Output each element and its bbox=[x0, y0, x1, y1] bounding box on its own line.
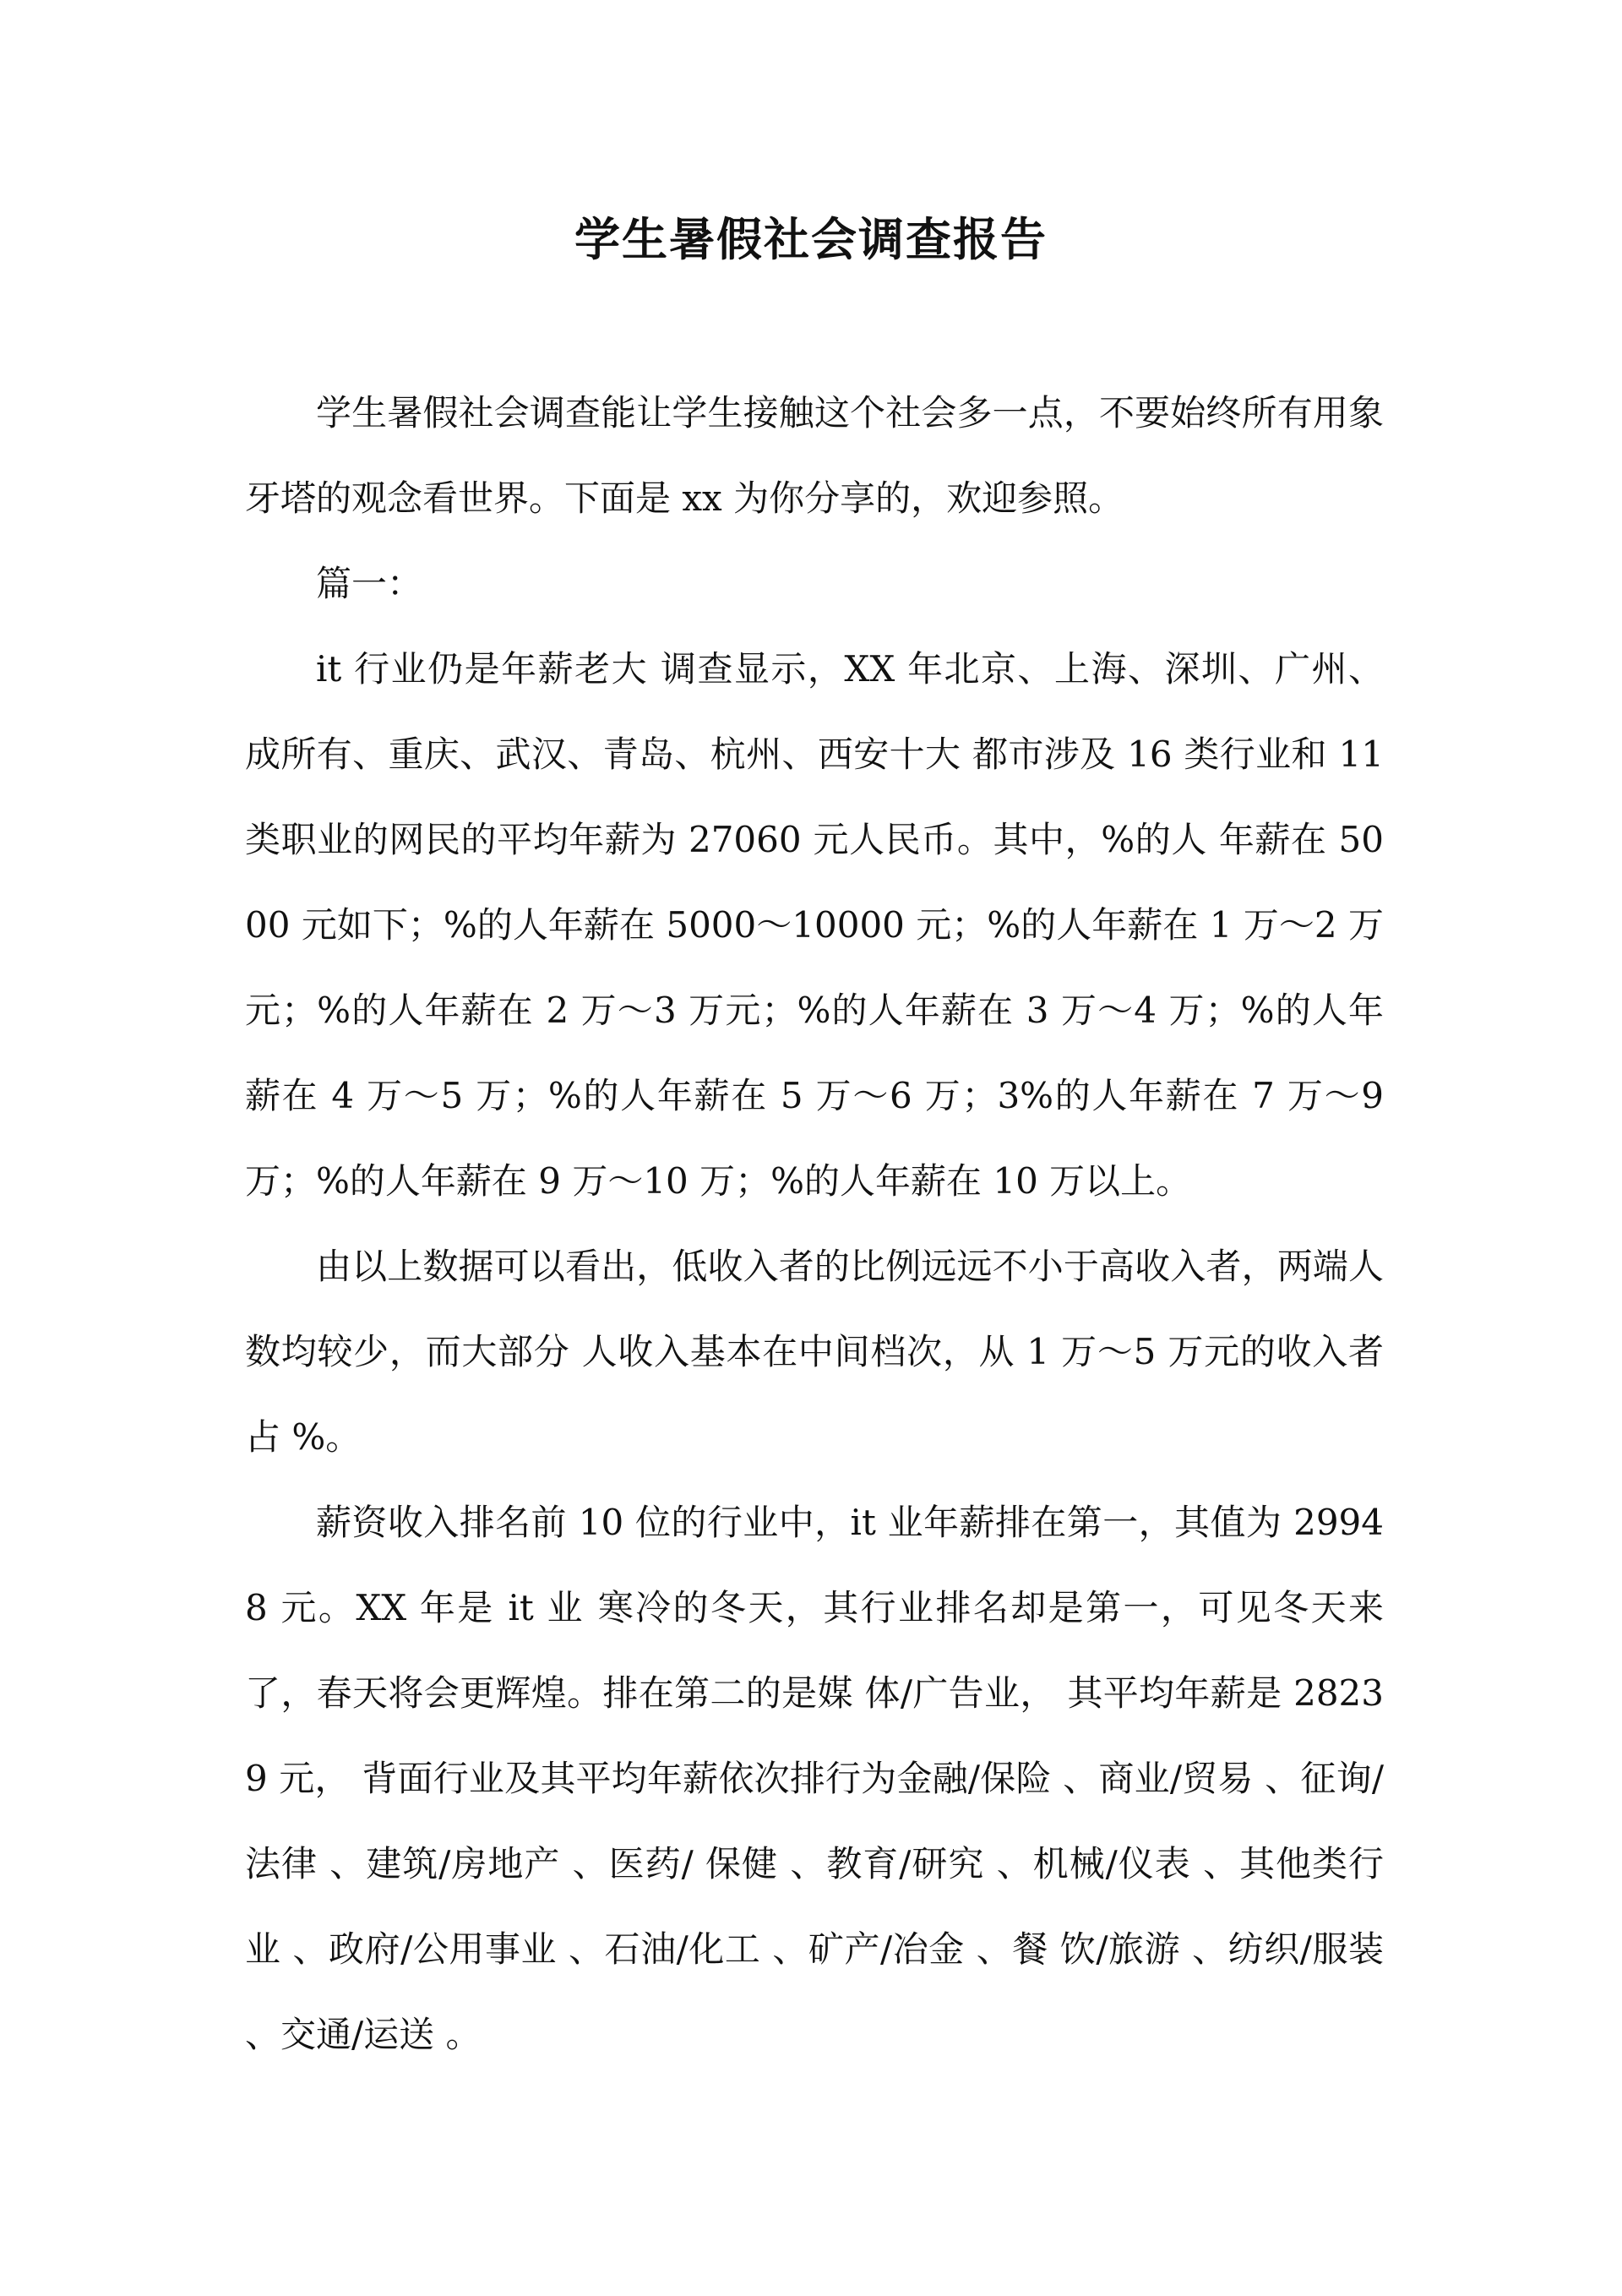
paragraph-intro: 学生暑假社会调查能让学生接触这个社会多一点，不要始终所有用象牙塔的观念看世界。下面是 xx 为你分享的，欢迎参照。 bbox=[245, 392, 1384, 519]
document-title: 学生暑假社会调查报告 bbox=[574, 212, 1048, 266]
paragraph-analysis: 由以上数据可以看出，低收入者的比例远远不小于高收入者，两端人数均较少，而大部分 人收入基本在中间档次，从 1 万～5 万元的收入者占 %。 bbox=[245, 1246, 1384, 1458]
paragraph-industry-ranking: 薪资收入排名前 10 位的行业中，it 业年薪排在第一，其值为 29948 元。XX 年是 it 业 寒冷的冬天，其行业排名却是第一，可见冬天来了，春天将会更辉煌。排在第二的是媒 体/广告业， 其平均年薪是 28239 元， 背面行业及其平均年薪依次排行为金融/保险 、商业/贸易 、征询/法律 、建筑/房地产 、医药/ 保健 、教育/研究 、机械/仪表 、其他类行业 、政府/公用事业 、石油/化工 、矿产/冶金 、餐 饮/旅游 、纺织/服装 、交通/运送 。 bbox=[245, 1502, 1384, 2055]
paragraph-section-heading: 篇一： bbox=[316, 563, 423, 604]
paragraph-salary-distribution: it 行业仍是年薪老大 调查显示，XX 年北京、上海、深圳、广州、成所有、重庆、武汉、青岛、杭州、西安十大 都市涉及 16 类行业和 11 类职业的网民的平均年薪为 27060 元人民币。其中，%的人 年薪在 5000 元如下；%的人年薪在 5000～10000 元；%的人年薪在 1 万～2 万元；%的人年薪在 2 万～3 万元；%的人年薪在 3 万～4 万；%的人年薪在 4 万～5 万；%的人年薪在 5 万～6 万；3%的人年薪在 7 万～9 万；%的人年薪在 9 万～10 万；%的人年薪在 10 万以上。 bbox=[245, 648, 1384, 1202]
document-body bbox=[245, 370, 1384, 2077]
